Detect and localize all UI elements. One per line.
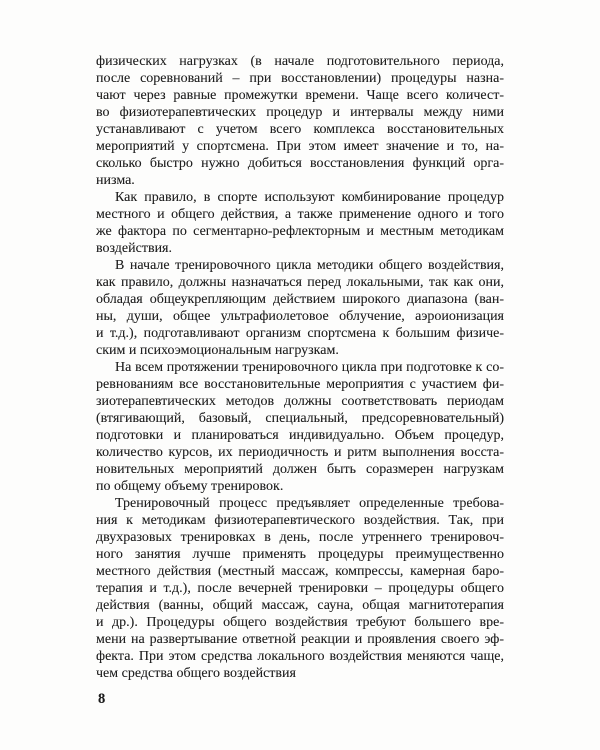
text-line: ским и психоэмоциональным нагрузкам. bbox=[96, 343, 339, 358]
text-line: подготовки и планироваться индивидуально. Объем процедур, bbox=[96, 428, 504, 443]
text-line: местного действия (местный массаж, компрессы, камерная баро- bbox=[96, 564, 504, 579]
paragraph bbox=[96, 189, 504, 257]
text-line: во физиотерапевтических процедур и интервалы между ними bbox=[96, 105, 504, 120]
text-line: ного занятия лучше применять процедуры преимущественно bbox=[96, 547, 504, 562]
text-line: ния к методикам физиотерапевтического воздействия. Так, при bbox=[96, 513, 504, 528]
paragraph bbox=[96, 53, 504, 189]
text-line: (втягивающий, базовый, специальный, предсоревновательный) bbox=[96, 411, 504, 426]
text-line: новительных мероприятий должен быть соразмерен нагрузкам bbox=[96, 462, 504, 477]
text-line: терапия и т.д.), после вечерней тренировки – процедуры общего bbox=[96, 581, 504, 596]
text-line: На всем протяжении тренировочного цикла при подготовке к со- bbox=[115, 360, 504, 375]
text-line: чем средства общего воздействия bbox=[96, 666, 296, 681]
text-line: сколько быстро нужно добиться восстановления функций орга- bbox=[96, 156, 504, 171]
text-line: обладая общеукрепляющим действием широкого диапазона (ван- bbox=[96, 292, 504, 307]
text-line: ревнованиям все восстановительные мероприятия с участием фи- bbox=[96, 377, 504, 392]
text-line: фекта. При этом средства локального воздействия меняются чаще, bbox=[96, 649, 504, 664]
text-line: двухразовых тренировках в день, после утреннего тренировоч- bbox=[96, 530, 504, 545]
page-number: 8 bbox=[98, 691, 106, 707]
text-line: В начале тренировочного цикла методики общего воздействия, bbox=[115, 258, 504, 273]
text-line: после соревнований – при восстановлении) процедуры назна- bbox=[96, 71, 504, 86]
text-line: же фактора по сегментарно-рефлекторным и местным методикам bbox=[96, 224, 504, 239]
text-block bbox=[96, 53, 504, 682]
text-line: Тренировочный процесс предъявляет определенные требова- bbox=[115, 496, 504, 511]
text-line: мероприятий у спортсмена. При этом имеет значение и то, на- bbox=[96, 139, 504, 154]
paragraph bbox=[96, 359, 504, 495]
text-line: низма. bbox=[96, 173, 135, 188]
text-line: устанавливают с учетом всего комплекса восстановительных bbox=[96, 122, 504, 137]
text-line: чают через равные промежутки времени. Чаще всего количест- bbox=[96, 88, 504, 103]
text-line: воздействия. bbox=[96, 241, 172, 256]
text-line: Как правило, в спорте используют комбинирование процедур bbox=[115, 190, 504, 205]
text-line: мени на развертывание ответной реакции и проявления своего эф- bbox=[96, 632, 504, 647]
paragraph bbox=[96, 257, 504, 359]
text-line: физических нагрузках (в начале подготовительного периода, bbox=[96, 54, 504, 69]
text-line: действия (ванны, общий массаж, сауна, общая магнитотерапия bbox=[96, 598, 504, 613]
paragraph bbox=[96, 495, 504, 682]
text-line: по общему объему тренировок. bbox=[96, 479, 284, 494]
text-line: зиотерапевтических методов должны соответствовать периодам bbox=[96, 394, 504, 409]
text-line: и т.д.), подготавливают организм спортсмена к большим физиче- bbox=[96, 326, 504, 341]
text-line: количество курсов, их периодичность и ритм выполнения восста- bbox=[96, 445, 504, 460]
text-line: местного и общего действия, а также применение одного и того bbox=[96, 207, 504, 222]
text-line: ны, души, общее ультрафиолетовое облучение, аэроионизация bbox=[96, 309, 504, 324]
text-line: и др.). Процедуры общего воздействия требуют большего вре- bbox=[96, 615, 504, 630]
text-line: как правило, должны назначаться перед локальными, так как они, bbox=[96, 275, 504, 290]
